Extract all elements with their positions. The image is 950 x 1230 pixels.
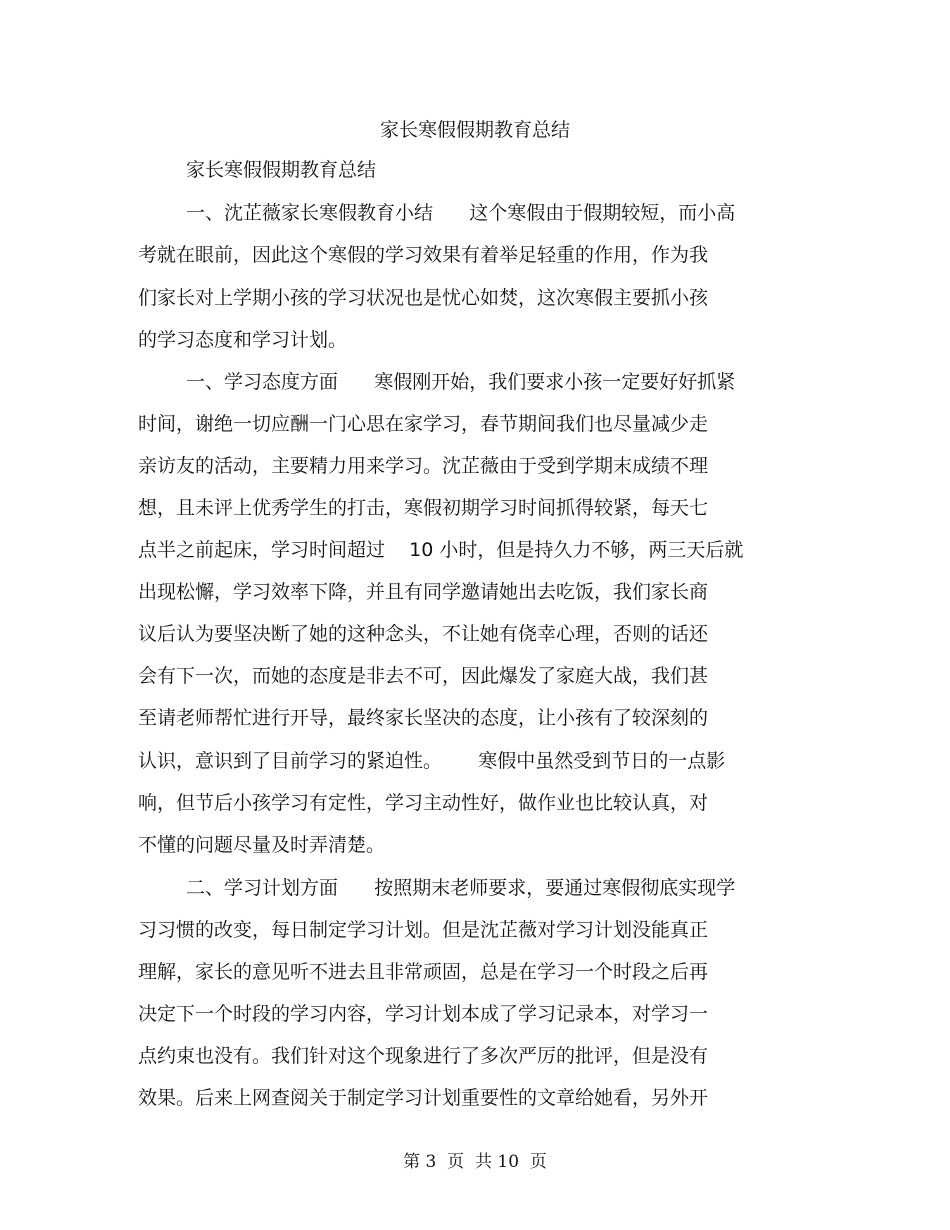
paragraph-line: 认识，意识到了目前学习的紧迫性。 寒假中虽然受到节日的一点影	[138, 750, 726, 772]
paragraph-line: 议后认为要坚决断了她的这种念头，不让她有侥幸心理，否则的话还	[138, 623, 709, 645]
paragraph-line: 考就在眼前，因此这个寒假的学习效果有着举足轻重的作用，作为我	[138, 244, 709, 266]
paragraph-line: 效果。后来上网查阅关于制定学习计划重要性的文章给她看，另外开	[138, 1087, 709, 1109]
paragraph-line: 一、沈芷薇家长寒假教育小结 这个寒假由于假期较短，而小高	[186, 202, 736, 224]
paragraph-line: 点约束也没有。我们针对这个现象进行了多次严厉的批评，但是没有	[138, 1045, 709, 1067]
paragraph-line: 习习惯的改变，每日制定学习计划。但是沈芷薇对学习计划没能真正	[138, 919, 709, 941]
document-title: 家长寒假假期教育总结	[379, 119, 570, 141]
paragraph-line: 们家长对上学期小孩的学习状况也是忧心如焚，这次寒假主要抓小孩	[138, 287, 709, 309]
paragraph-line: 点半之前起床，学习时间超过 10 小时，但是持久力不够，两三天后就	[138, 539, 744, 561]
paragraph-line: 一、学习态度方面 寒假刚开始，我们要求小孩一定要好好抓紧	[186, 371, 736, 393]
subtitle-line: 家长寒假假期教育总结	[186, 159, 377, 181]
paragraph-line: 亲访友的活动，主要精力用来学习。沈芷薇由于受到学期末成绩不理	[138, 455, 709, 477]
page-number-footer: 第 3 页 共 10 页	[403, 1152, 547, 1172]
paragraph-line: 理解，家长的意见听不进去且非常顽固，总是在学习一个时段之后再	[138, 961, 709, 983]
paragraph-line: 出现松懈，学习效率下降，并且有同学邀请她出去吃饭，我们家长商	[138, 581, 709, 603]
paragraph-line: 不懂的问题尽量及时弄清楚。	[138, 834, 386, 856]
paragraph-line: 响，但节后小孩学习有定性，学习主动性好，做作业也比较认真，对	[138, 792, 709, 814]
paragraph-line: 想，且未评上优秀学生的打击，寒假初期学习时间抓得较紧，每天七	[138, 497, 709, 519]
paragraph-line: 会有下一次，而她的态度是非去不可，因此爆发了家庭大战，我们甚	[138, 665, 709, 687]
paragraph-line: 二、学习计划方面 按照期末老师要求，要通过寒假彻底实现学	[186, 877, 736, 899]
paragraph-line: 的学习态度和学习计划。	[138, 329, 348, 351]
paragraph-line: 至请老师帮忙进行开导，最终家长坚决的态度，让小孩有了较深刻的	[138, 707, 709, 729]
paragraph-line: 时间，谢绝一切应酬一门心思在家学习，春节期间我们也尽量减少走	[138, 413, 709, 435]
paragraph-line: 决定下一个时段的学习内容，学习计划本成了学习记录本，对学习一	[138, 1003, 709, 1025]
